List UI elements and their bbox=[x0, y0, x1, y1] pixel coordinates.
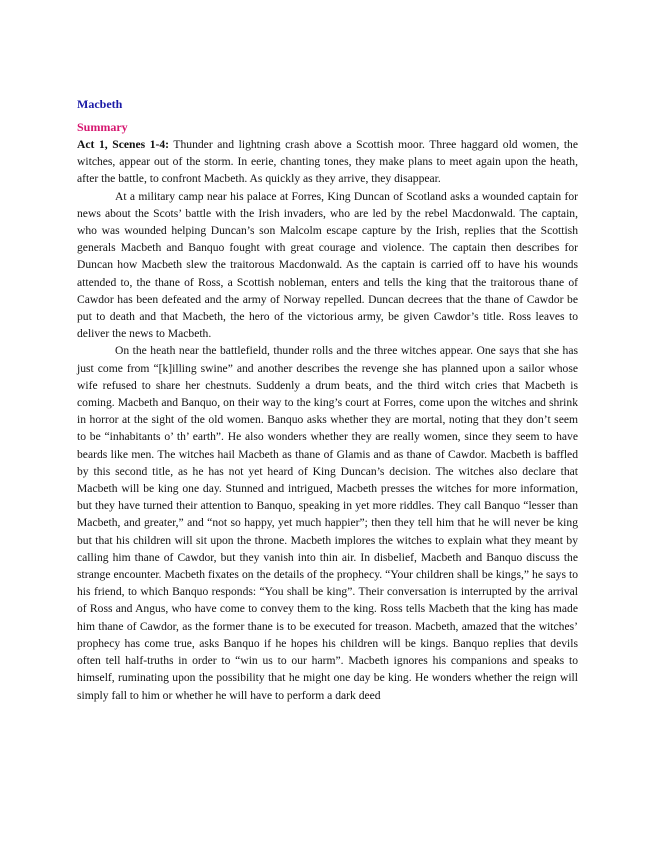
paragraph-1-text: Thunder and lightning crash above a Scottish moor. Three haggard old women, the witches, appear out of the storm. In eerie, chanting tones, they make plans to meet again upon the heath, after the battle, to confront Macbeth. As quickly as they arrive, they disappear. bbox=[77, 138, 578, 186]
paragraph-1 bbox=[77, 136, 578, 188]
section-heading-summary: Summary bbox=[77, 120, 128, 134]
document-page bbox=[77, 96, 578, 704]
scene-label: Act 1, Scenes 1-4: bbox=[77, 138, 170, 151]
document-title: Macbeth bbox=[77, 97, 123, 111]
paragraph-2: At a military camp near his palace at Forres, King Duncan of Scotland asks a wounded captain for news about the Scots’ battle with the Irish invaders, who are led by the rebel Macdonwald. The captain, who was wounded helping Duncan’s son Malcolm escape capture by the Irish, replies that the Scottish generals Macbeth and Banquo fought with great courage and violence. The captain then describes for Duncan how Macbeth slew the traitorous Macdonwald. As the captain is carried off to have his wounds attended to, the thane of Ross, a Scottish nobleman, enters and tells the king that the traitorous thane of Cawdor has been defeated and the army of Norway repelled. Duncan decrees that the thane of Cawdor be put to death and that Macbeth, the hero of the victorious army, be given Cawdor’s title. Ross leaves to deliver the news to Macbeth. bbox=[77, 189, 578, 341]
paragraph-3: On the heath near the battlefield, thunder rolls and the three witches appear. One says that she has just come from “[k]illing swine” and another describes the revenge she has planned upon a sailor whose wife refused to share her chestnuts. Suddenly a drum beats, and the third witch cries that Macbeth is coming. Macbeth and Banquo, on their way to the king’s court at Forres, come upon the witches and shrink in horror at the sight of the old women. Banquo asks whether they are mortal, noting that they don’t seem to be “inhabitants o’ th’ earth”. He also wonders whether they are really women, since they seem to have beards like men. The witches hail Macbeth as thane of Glamis and as thane of Cawdor. Macbeth is baffled by this second title, as he has not yet heard of King Duncan’s decision. The witches also declare that Macbeth will be king one day. Stunned and intrigued, Macbeth presses the witches for more information, but they have turned their attention to Banquo, speaking in yet more riddles. They call Banquo “lesser than Macbeth, and greater,” and “not so happy, yet much happier”; then they tell him that he will never be king but that his children will sit upon the throne. Macbeth implores the witches to explain what they meant by calling him thane of Cawdor, but they vanish into thin air. In disbelief, Macbeth and Banquo discuss the strange encounter. Macbeth fixates on the details of the prophecy. “Your children shall be kings,” he says to his friend, to which Banquo responds: “You shall be king”. Their conversation is interrupted by the arrival of Ross and Angus, who have come to convey them to the king. Ross tells Macbeth that the king has made him thane of Cawdor, as the former thane is to be executed for treason. Macbeth, amazed that the witches’ prophecy has come true, asks Banquo if he hopes his children will be kings. Banquo replies that devils often tell half-truths in order to “win us to our harm”. Macbeth ignores his companions and speaks to himself, ruminating upon the possibility that he might one day be king. He wonders whether the reign will simply fall to him or whether he will have to perform a dark deed bbox=[77, 344, 578, 702]
